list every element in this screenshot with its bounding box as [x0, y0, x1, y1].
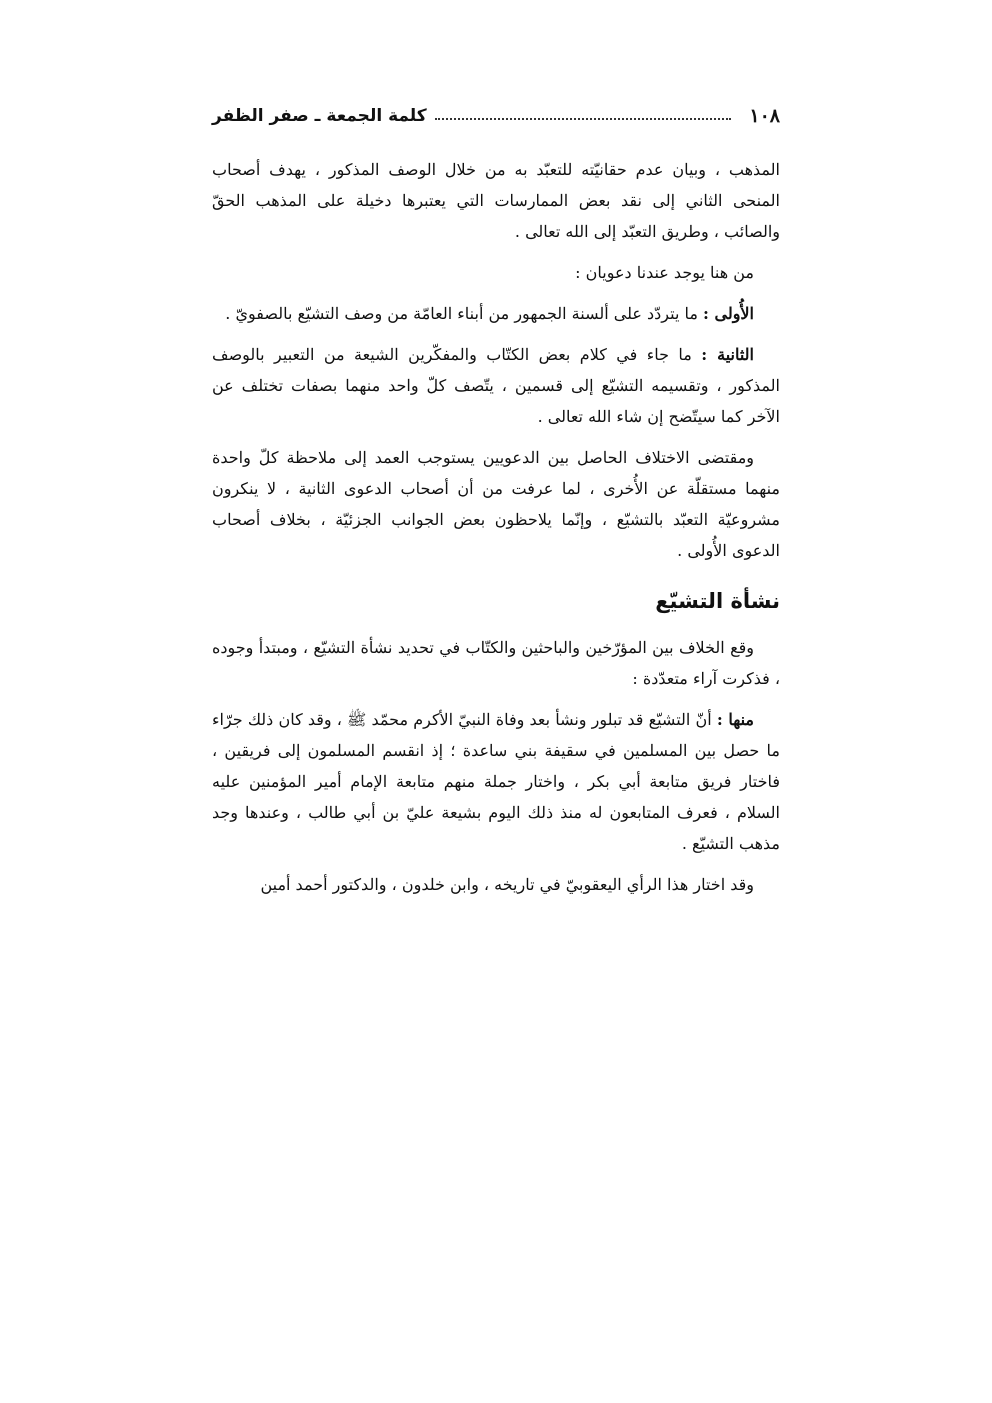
paragraph-5: ومقتضى الاختلاف الحاصل بين الدعويين يستوجب العمد إلى ملاحظة كلّ واحدة منهما مستقلّة عن الأُخرى ، لما عرفت من أن أصحاب الدعوى الثانية ، لا ينكرون مشروعيّة التعبّد بالتشيّع ، وإنّما يلاحظون بعض الجوانب الجزئيّة ، بخلاف أصحاب الدعوى الأُولى .	[212, 448, 780, 560]
paragraph-7	[212, 704, 780, 859]
paragraph-3	[212, 298, 780, 329]
claim-one-label: الأُولى :	[703, 304, 754, 323]
page-number: ١٠٨	[749, 105, 780, 127]
paragraph-1: المذهب ، وبيان عدم حقانيّته للتعبّد به من خلال الوصف المذكور ، يهدف أصحاب المنحى الثاني إلى نقد بعض الممارسات التي يعتبرها دخيلة على المذهب الحقّ والصائب ، وطريق التعبّد إلى الله تعالى .	[212, 160, 781, 241]
section-heading: نشأة التشيّع	[655, 589, 780, 613]
paragraph-2: من هنا يوجد عندنا دعويان :	[575, 263, 754, 282]
body-text	[212, 154, 780, 910]
paragraph-6: وقع الخلاف بين المؤرّخين والباحثين والكتّاب في تحديد نشأة التشيّع ، ومبتدأ وجوده ، فذكرت آراء متعدّدة :	[212, 638, 780, 688]
claim-two-text: ما جاء في كلام بعض الكتّاب والمفكّرين الشيعة من التعبير بالوصف المذكور ، وتقسيمه التشيّع إلى قسمين ، يتّصف كلّ واحد منهما بصفات تختلف عن الآخر كما سيتّضح إن شاء الله تعالى .	[212, 345, 780, 426]
running-title: كلمة الجمعة ـ صفر الظفر	[212, 106, 427, 126]
opinion-one-label: منها :	[716, 710, 755, 729]
claim-two-label: الثانية :	[701, 345, 754, 364]
claim-one-text: ما يتردّد على ألسنة الجمهور من أبناء العامّة من وصف التشيّع بالصفويّ .	[225, 304, 704, 323]
paragraph-8: وقد اختار هذا الرأي اليعقوبيّ في تاريخه ، وابن خلدون ، والدكتور أحمد أمين	[260, 875, 754, 894]
paragraph-4	[212, 339, 780, 432]
opinion-one-text: أنّ التشيّع قد تبلور ونشأ بعد وفاة النبيّ الأكرم محمّد ﷺ ، وقد كان ذلك جرّاء ما حصل بين المسلمين في سقيفة بني ساعدة ؛ إذ انقسم المسلمون إلى فريقين ، فاختار فريق متابعة أبي بكر ، واختار جملة منهم متابعة الإمام أمير المؤمنين عليه السلام ، فعرف المتابعون له منذ ذلك اليوم بشيعة عليّ بن أبي طالب ، وعندها وجد مذهب التشيّع .	[212, 710, 781, 853]
running-header	[212, 100, 780, 132]
header-dotted-leader	[435, 118, 732, 120]
